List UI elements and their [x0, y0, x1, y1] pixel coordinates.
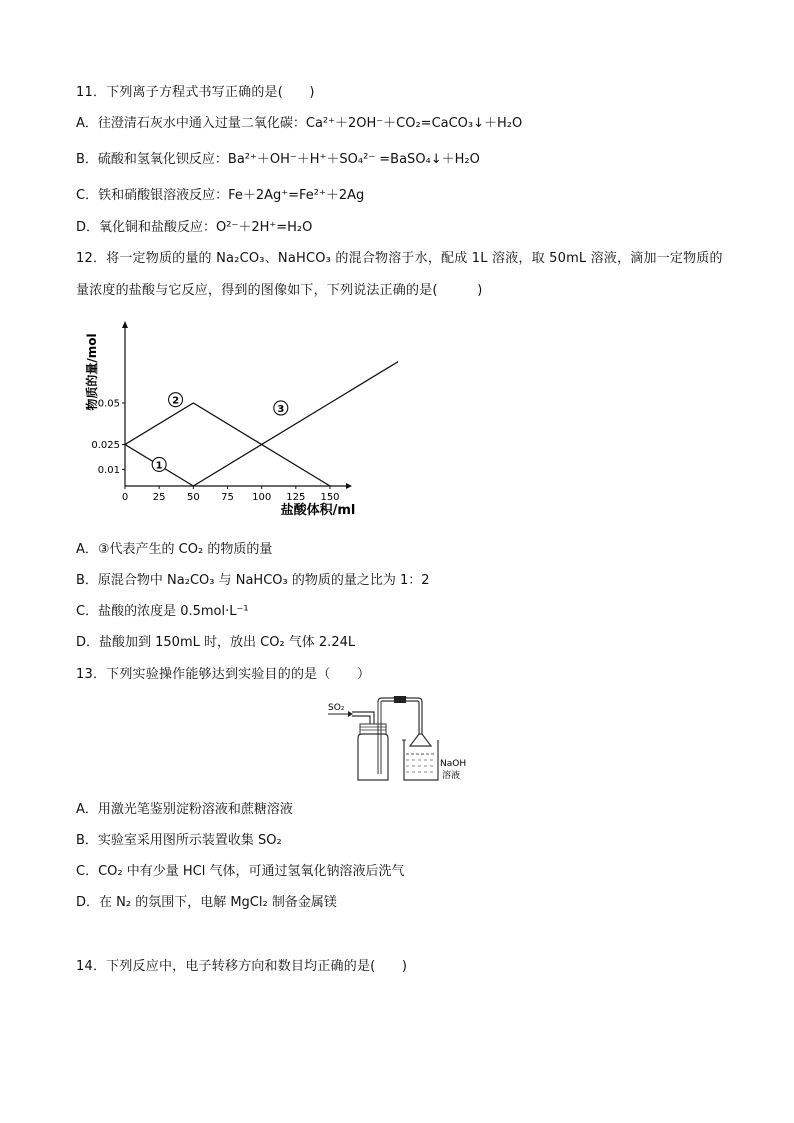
x-tick-label: 25 [152, 492, 166, 503]
q13-option-a: A．用激光笔鉴别淀粉溶液和蔗糖溶液 [76, 802, 293, 817]
x-tick-label: 75 [221, 492, 234, 503]
q13-option-d: D．在 N₂ 的氛围下，电解 MgCl₂ 制备金属镁 [76, 895, 337, 910]
q13-apparatus-figure [322, 694, 472, 789]
y-tick-label: 0.025 [91, 440, 120, 451]
q11-option-c: C．铁和硝酸银溶液反应：Fe＋2Ag⁺=Fe²⁺＋2Ag [76, 188, 365, 203]
solution-label-line1: NaOH [440, 759, 467, 769]
q14-stem: 14．下列反应中，电子转移方向和数目均正确的是( ) [76, 959, 408, 974]
q11-option-d: D．氧化铜和盐酸反应：O²⁻＋2H⁺=H₂O [76, 220, 313, 235]
q12-option-d: D．盐酸加到 150mL 时，放出 CO₂ 气体 2.24L [76, 635, 356, 650]
y-tick-label: 0.05 [97, 398, 120, 410]
series-line-3-extension [330, 362, 398, 404]
q12-option-b: B．原混合物中 Na₂CO₃ 与 NaHCO₃ 的物质的量之比为 1：2 [76, 573, 430, 588]
series-line-2 [125, 403, 330, 486]
y-axis-arrow [122, 321, 128, 328]
x-tick-label: 50 [186, 492, 200, 503]
gas-bottle [358, 734, 388, 780]
x-axis-title: 盐酸体积/ml [280, 503, 356, 518]
q12-option-c: C．盐酸的浓度是 0.5mol·L⁻¹ [76, 604, 249, 619]
chart-ticks [91, 399, 339, 504]
q12-stem-line2: 量浓度的盐酸与它反应，得到的图像如下，下列说法正确的是( ) [76, 283, 483, 298]
bottle-stopper [360, 724, 386, 734]
series-label: 2 [172, 395, 180, 407]
q11-stem: 11．下列离子方程式书写正确的是( ) [76, 85, 315, 100]
x-tick-label: 150 [320, 492, 340, 503]
q13-option-b: B．实验室采用图所示装置收集 SO₂ [76, 833, 282, 848]
q11-option-a: A．往澄清石灰水中通入过量二氧化碳：Ca²⁺＋2OH⁻＋CO₂=CaCO₃↓＋H₂O [76, 116, 523, 131]
q12-chart-svg [78, 312, 398, 522]
rubber-joint [394, 696, 406, 703]
y-tick-label: 0.01 [97, 464, 120, 476]
series-label: 3 [277, 403, 285, 415]
x-axis-arrow [346, 483, 352, 489]
y-axis-title: 物质的量/mol [85, 333, 99, 411]
q12-chart [78, 312, 398, 522]
series-label: 1 [155, 460, 163, 472]
inverted-funnel [410, 734, 431, 746]
q11-option-b: B．硫酸和氢氧化钡反应：Ba²⁺＋OH⁻＋H⁺＋SO₄²⁻ =BaSO₄↓＋H₂O [76, 152, 480, 167]
gas-label: SO₂ [328, 703, 345, 713]
x-tick-label: 100 [252, 492, 272, 503]
x-tick-label: 0 [121, 492, 129, 503]
q13-stem: 13．下列实验操作能够达到实验目的的是（ ） [76, 667, 371, 682]
q13-option-c: C．CO₂ 中有少量 HCl 气体，可通过氢氧化钠溶液后洗气 [76, 864, 405, 879]
solution-label-line2: 溶液 [442, 771, 461, 781]
q12-option-a: A．③代表产生的 CO₂ 的物质的量 [76, 542, 273, 557]
x-tick-label: 125 [286, 492, 306, 503]
q12-stem-line1: 12．将一定物质的量的 Na₂CO₃、NaHCO₃ 的混合物溶于水，配成 1L 溶液，取 50mL 溶液，滴加一定物质的 [76, 251, 723, 266]
